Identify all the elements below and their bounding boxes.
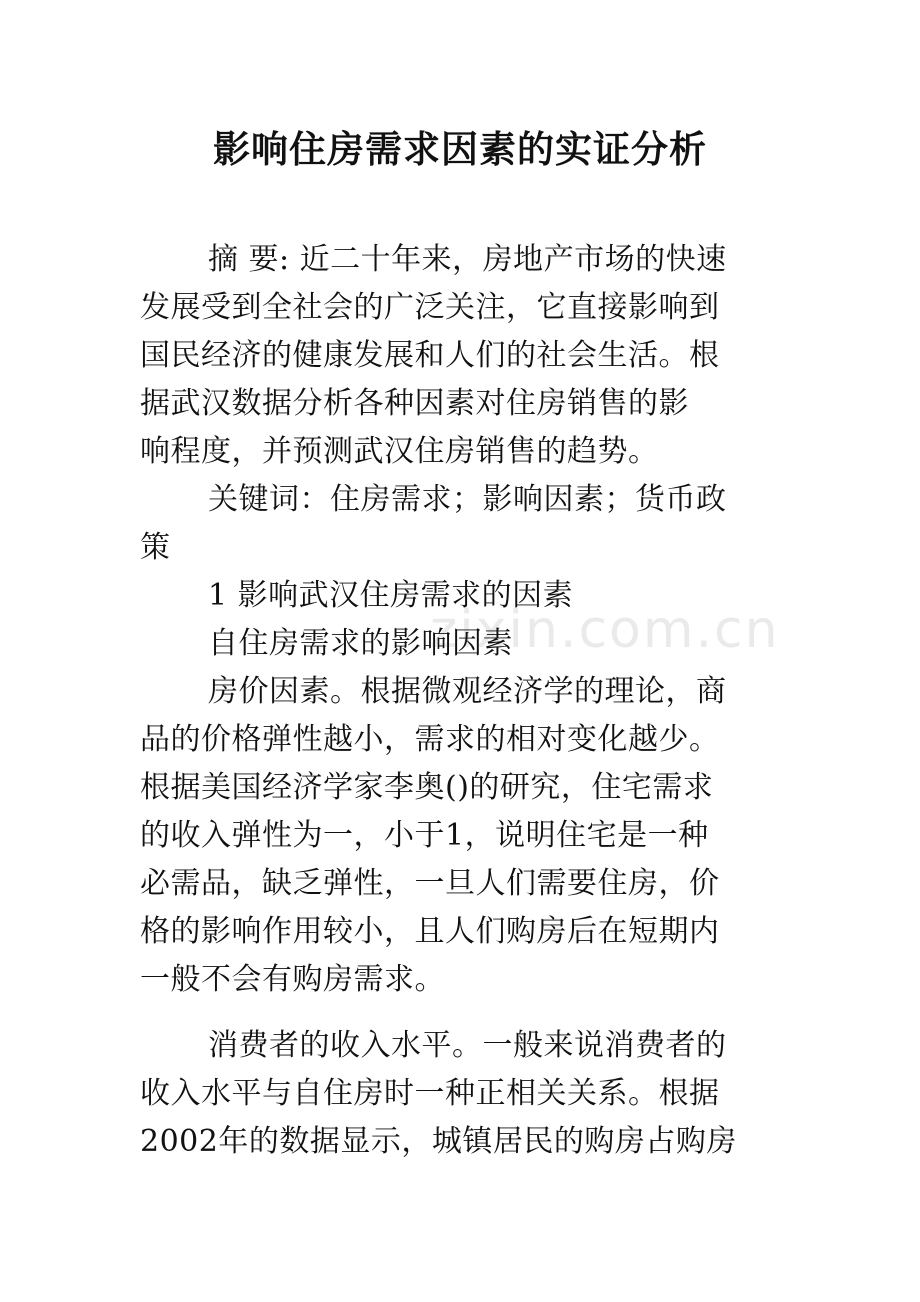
text-line: 根据美国经济学家李奥()的研究，住宅需求 [140,770,714,805]
text-line: 2002年的数据显示，城镇居民的购房占购房 [140,1124,737,1159]
text-line: 一般不会有购房需求。 [140,962,445,997]
text-line: 策 [140,530,171,565]
text-line: 的收入弹性为一，小于1，说明住宅是一种 [140,818,709,853]
text-line: 据武汉数据分析各种因素对住房销售的影 [140,386,689,421]
text-line: 消费者的收入水平。一般来说消费者的 [208,1028,727,1063]
text-line: 摘 要: 近二十年来，房地产市场的快速 [208,242,727,277]
document-title: 影响住房需求因素的实证分析 [213,128,707,171]
text-line: 发展受到全社会的广泛关注，它直接影响到 [140,290,720,325]
text-line: 1 影响武汉住房需求的因素 [208,578,574,613]
watermark: zixin.com.cn [430,600,780,660]
text-line: 自住房需求的影响因素 [208,626,513,661]
document-body [140,236,790,1166]
text-line: 品的价格弹性越小，需求的相对变化越少。 [140,722,720,757]
text-line: 响程度，并预测武汉住房销售的趋势。 [140,434,659,469]
text-line: 国民经济的健康发展和人们的社会生活。根 [140,338,720,373]
paragraph-gap [140,1004,790,1022]
text-line: 房价因素。根据微观经济学的理论，商 [208,674,727,709]
text-line: 必需品，缺乏弹性，一旦人们需要住房，价 [140,866,720,901]
text-line: 关键词：住房需求；影响因素；货币政 [208,482,727,517]
text-line: 格的影响作用较小，且人们购房后在短期内 [140,914,720,949]
text-line: 收入水平与自住房时一种正相关关系。根据 [140,1076,720,1111]
